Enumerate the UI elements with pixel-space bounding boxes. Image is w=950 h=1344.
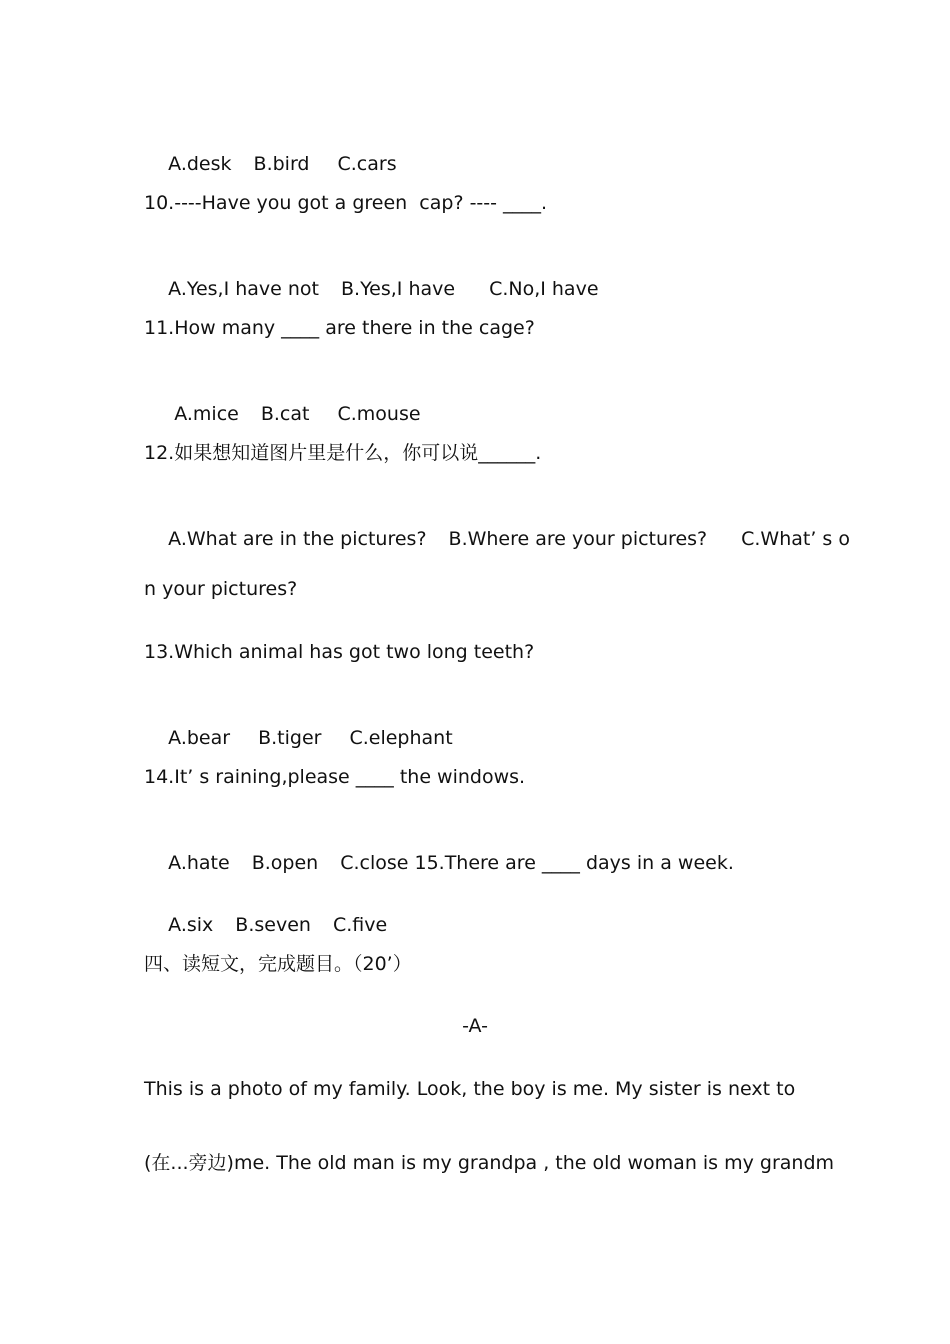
question-11: 11.How many ____ are there in the cage? xyxy=(144,317,535,339)
option-c: C.five xyxy=(332,914,388,936)
option-b: B.bird xyxy=(253,153,310,175)
q12-options xyxy=(144,503,850,575)
passage-line-2: (在...旁边)me. The old man is my grandpa , the old woman is my grandm xyxy=(144,1152,835,1174)
question-13: 13.Which animal has got two long teeth? xyxy=(144,641,535,663)
option-b: B.tiger xyxy=(258,727,322,749)
q11-options xyxy=(144,378,421,450)
q10-options xyxy=(144,253,599,325)
option-c: C.No,I have xyxy=(489,278,599,300)
option-b: B.Where are your pictures? xyxy=(448,528,708,550)
option-b: B.Yes,I have xyxy=(341,278,456,300)
option-c: C.cars xyxy=(337,153,397,175)
option-c: C.What’ s o xyxy=(741,528,850,550)
question-12: 12.如果想知道图片里是什么，你可以说______. xyxy=(144,442,542,464)
option-c: C.elephant xyxy=(349,727,453,749)
option-b: B.open xyxy=(251,852,319,874)
option-a: A.bear xyxy=(168,727,231,749)
option-a: A.Yes,I have not xyxy=(168,278,320,300)
option-a: A.six xyxy=(168,914,214,936)
option-c-and-question-15: C.close 15.There are ____ days in a week. xyxy=(340,852,734,874)
passage-line-1: This is a photo of my family. Look, the boy is me. My sister is next to xyxy=(144,1078,796,1100)
q12-options-continued: n your pictures? xyxy=(144,578,298,600)
question-14: 14.It’ s raining,please ____ the windows. xyxy=(144,766,526,788)
option-b: B.cat xyxy=(260,403,310,425)
option-a: A.mice xyxy=(168,403,239,425)
section-heading: 四、读短文，完成题目。（20’） xyxy=(144,953,412,975)
q9-options xyxy=(144,128,397,200)
option-a: A.What are in the pictures? xyxy=(168,528,427,550)
option-a: A.hate xyxy=(168,852,230,874)
question-10: 10.----Have you got a green cap? ---- ____. xyxy=(144,192,548,214)
option-a: A.desk xyxy=(168,153,232,175)
passage-label: -A- xyxy=(462,1015,488,1037)
option-c: C.mouse xyxy=(337,403,421,425)
q13-options xyxy=(144,702,453,774)
option-b: B.seven xyxy=(235,914,311,936)
q15-options xyxy=(144,889,387,961)
